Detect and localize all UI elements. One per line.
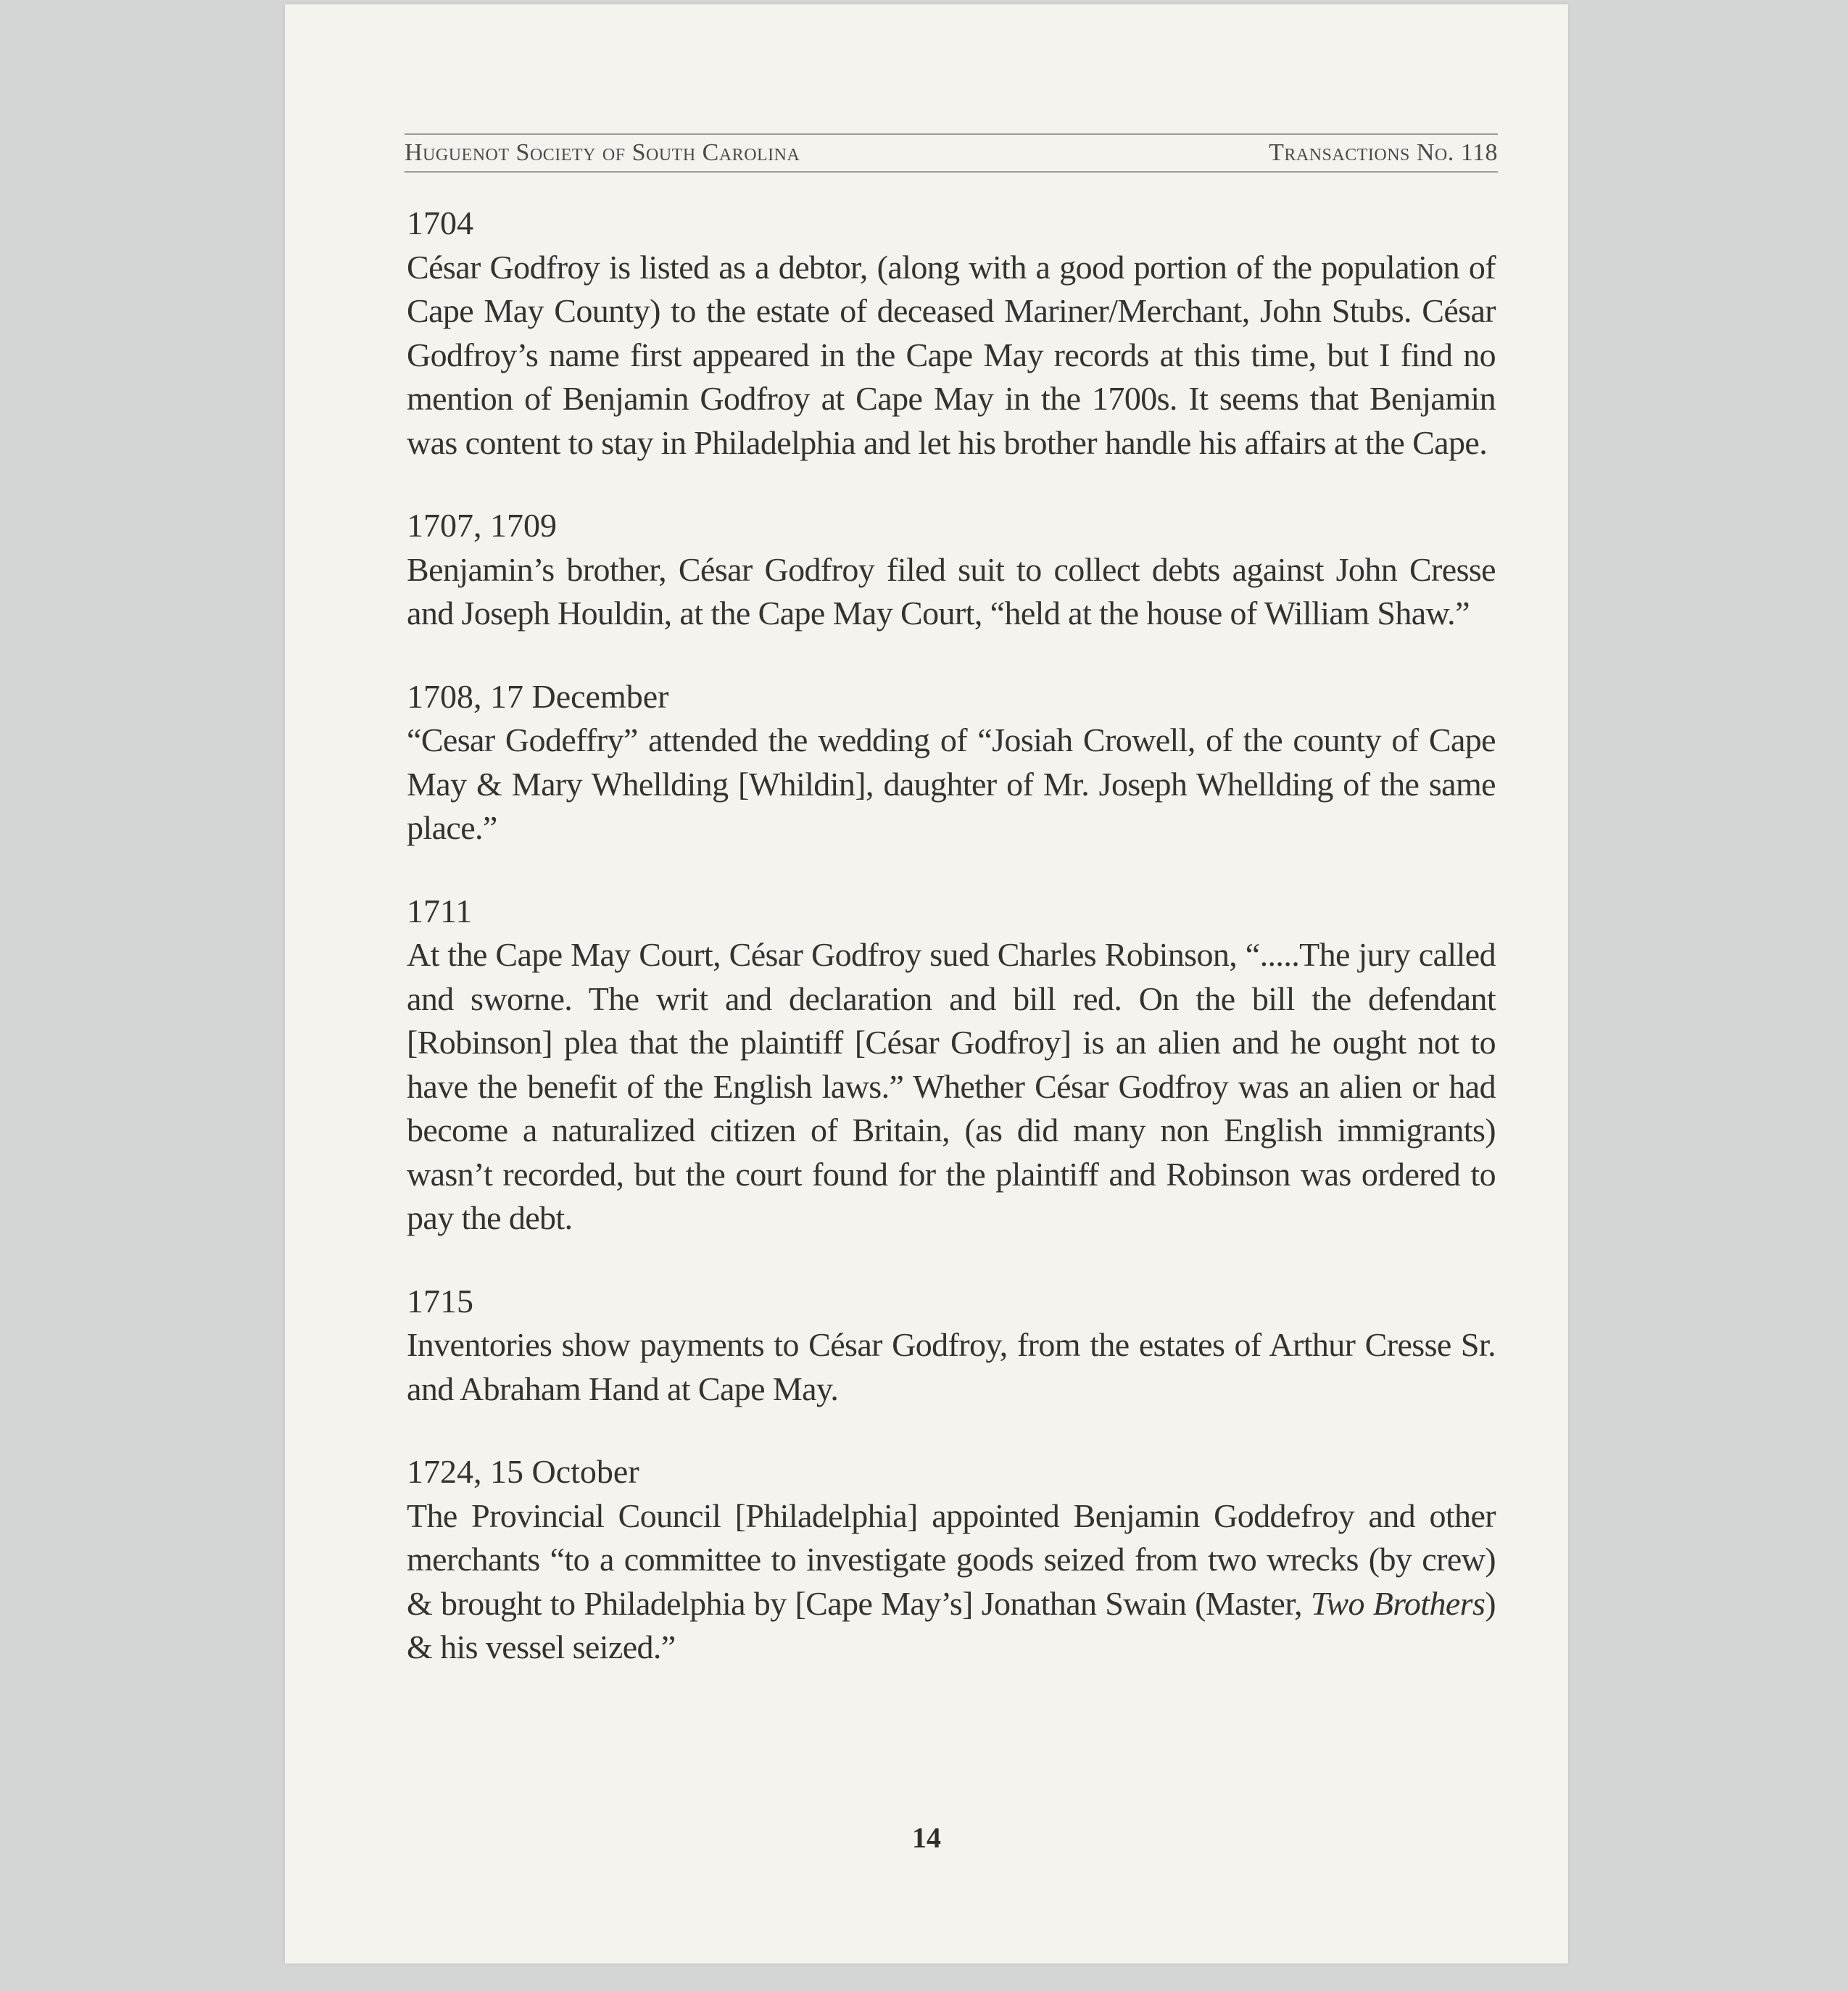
- document-page: [285, 4, 1568, 1963]
- chronology-entry: [407, 504, 1496, 636]
- entry-date: 1708, 17 December: [407, 677, 669, 715]
- entry-text: Benjamin’s brother, César Godfroy filed suit to collect debts against John Cresse and Joseph Houldin, at the Cape May Court, “held at the house of William Shaw.”: [407, 550, 1496, 632]
- page-body: [407, 202, 1496, 1709]
- chronology-entry: [407, 202, 1496, 465]
- entry-text: At the Cape May Court, César Godfroy sued Charles Robinson, “.....The jury called and sworne. The writ and declaration and bill red. On the bill the defendant [Robinson] plea that the plaintiff [César Godfroy] is an alien and he ought not to have the benefit of the English laws.” Whether César Godfroy was an alien or had become a naturalized citizen of Britain, (as did many non English immigrants) wasn’t recorded, but the court found for the plaintiff and Robinson was ordered to pay the debt.: [407, 936, 1496, 1236]
- entry-text: Inventories show payments to César Godfroy, from the estates of Arthur Cresse Sr. and Abraham Hand at Cape May.: [407, 1326, 1496, 1407]
- header-transactions-number: Transactions No. 118: [1269, 139, 1498, 166]
- entry-text: César Godfroy is listed as a debtor, (along with a good portion of the population of Cape May County) to the estate of deceased Mariner/Merchant, John Stubs. César Godfroy’s name first appeared in the Cape May records at this time, but I find no mention of Benjamin Godfroy at Cape May in the 1700s. It seems that Benjamin was content to stay in Philadelphia and let his brother handle his affairs at the Cape.: [407, 248, 1496, 461]
- page-number: 14: [912, 1821, 941, 1854]
- entry-date: 1715: [407, 1282, 473, 1320]
- chronology-entry: [407, 1450, 1496, 1670]
- ship-name: Two Brothers: [1310, 1584, 1486, 1622]
- entry-text-part: The Provincial Council [Philadelphia] appointed Benjamin Goddefroy and other merchants “to a committee to investigate goods seized from two wrecks (by crew) & brought to Philadelphia by [Cape May’s] Jonathan Swain (Master,: [407, 1497, 1496, 1622]
- entry-date: 1711: [407, 892, 473, 930]
- header-society-name: Huguenot Society of South Carolina: [405, 139, 800, 166]
- entry-text: “Cesar Godeffry” attended the wedding of “Josiah Crowell, of the county of Cape May & Mary Whellding [Whildin], daughter of Mr. Joseph Whellding of the same place.”: [407, 721, 1496, 846]
- entry-text-part: ) & his vessel seized.”: [407, 1584, 1496, 1665]
- chronology-entry: [407, 890, 1496, 1241]
- entry-date: 1704: [407, 204, 473, 241]
- entry-text: [407, 1494, 1496, 1670]
- chronology-entry: [407, 675, 1496, 850]
- entry-date: 1724, 15 October: [407, 1453, 639, 1490]
- running-header: [405, 133, 1498, 173]
- chronology-entry: [407, 1280, 1496, 1412]
- entry-date: 1707, 1709: [407, 507, 557, 544]
